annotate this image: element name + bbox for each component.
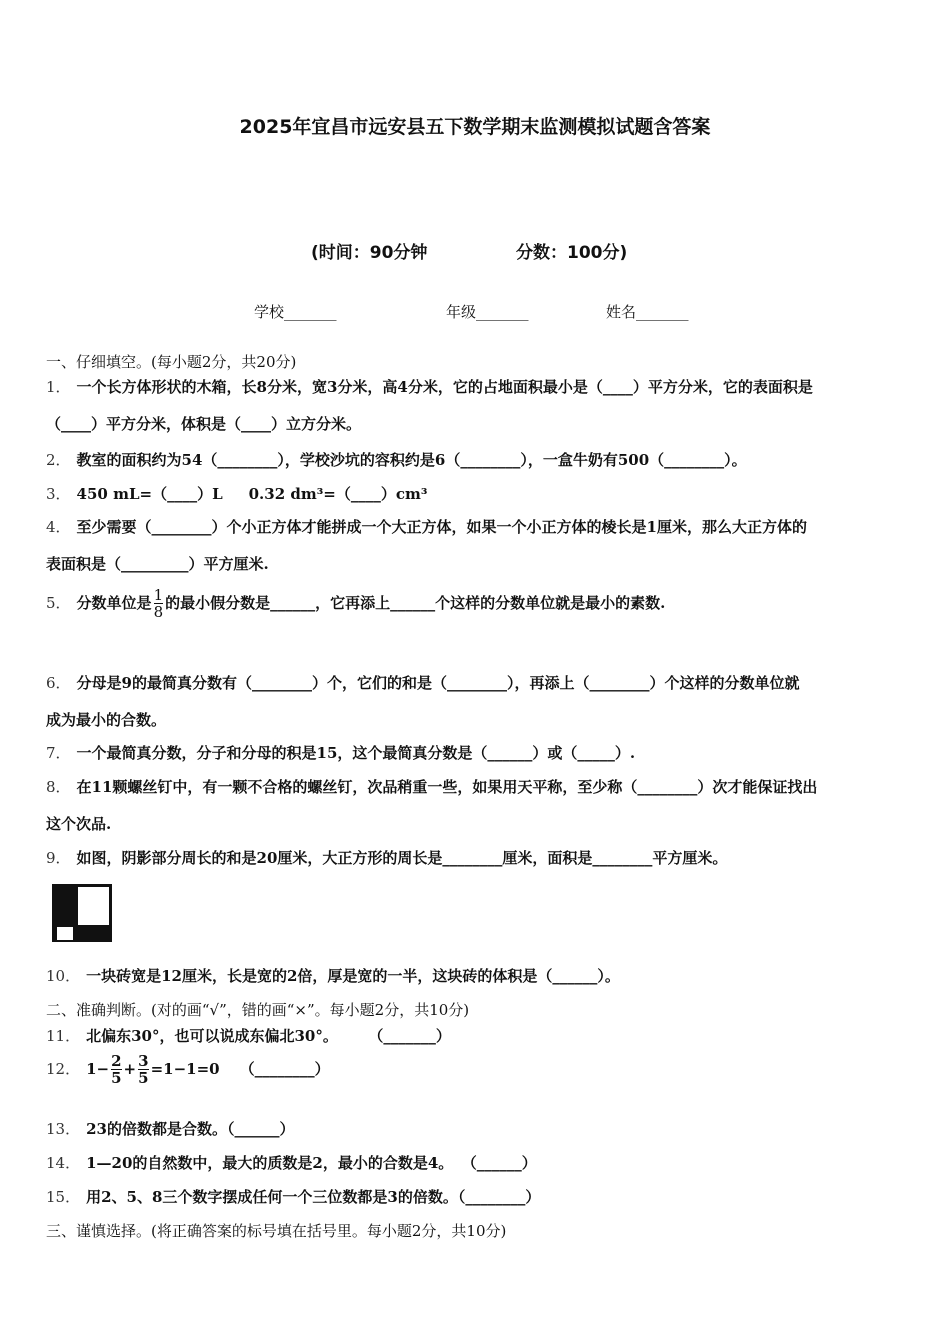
question-number: 3． (46, 485, 71, 503)
question-text: 北偏东30°，也可以说成东偏北30°。 (86, 1027, 338, 1045)
question-3 (46, 483, 427, 504)
fraction-denominator: 8 (153, 603, 164, 621)
plus-sign: + (123, 1060, 137, 1078)
fraction-denominator: 5 (138, 1069, 149, 1087)
section-3-heading: 三、谨慎选择。(将正确答案的标号填在括号里。每小题2分，共10分) (46, 1222, 507, 1240)
question-13 (46, 1118, 294, 1139)
question-number: 7． (46, 744, 71, 762)
question-text: 23的倍数都是合数。（______） (86, 1120, 295, 1138)
question-number: 6． (46, 674, 71, 692)
question-number: 4． (46, 518, 71, 536)
question-text-pre: 分数单位是 (76, 594, 152, 612)
question-text: 一个长方体形状的木箱，长8分米，宽3分米，高4分米，它的占地面积最小是（____）平方分米，它的表面积是 (76, 378, 813, 396)
question-1 (46, 376, 813, 397)
question-7 (46, 742, 635, 763)
question-number: 2． (46, 451, 71, 469)
question-8 (46, 776, 817, 797)
divider-line (75, 887, 78, 925)
question-4 (46, 516, 807, 537)
expr-pre: 1− (86, 1060, 110, 1078)
question-number: 9． (46, 849, 71, 867)
question-text: 成为最小的合数。 (46, 711, 167, 729)
question-number: 12． (46, 1060, 81, 1078)
section-1-heading: 一、仔细填空。(每小题2分，共20分) (46, 353, 297, 371)
question-8-cont (46, 813, 111, 834)
unshaded-corner (57, 927, 73, 940)
question-text: 在11颗螺丝钉中，有一颗不合格的螺丝钉，次品稍重一些，如果用天平称，至少称（________）次才能保证找出 (76, 778, 818, 796)
fraction-numerator: 2 (111, 1052, 122, 1070)
fraction-numerator: 3 (138, 1052, 149, 1070)
question-6 (46, 672, 800, 693)
question-6-cont (46, 709, 166, 730)
page-title: 2025年宜昌市远安县五下数学期末监测模拟试题含答案 (239, 116, 711, 138)
question-number: 11． (46, 1027, 81, 1045)
question-text: 一块砖宽是12厘米，长是宽的2倍，厚是宽的一半，这块砖的体积是（______）。 (86, 967, 620, 985)
square-figure (52, 884, 112, 942)
question-number: 5． (46, 594, 71, 612)
question-number: 1． (46, 378, 71, 396)
question-text-b: 0.32 dm³=（____）cm³ (248, 485, 428, 503)
question-number: 8． (46, 778, 71, 796)
fraction-numerator: 1 (153, 586, 164, 604)
question-15 (46, 1186, 540, 1207)
question-9 (46, 847, 727, 868)
exam-score: 分数：100分) (516, 243, 628, 263)
expr-post: =1−1=0 (150, 1060, 220, 1078)
question-1-cont (46, 413, 361, 434)
question-text-a: 450 mL=（____）L (76, 485, 223, 503)
question-text: 分母是9的最简真分数有（________）个，它们的和是（________），再添上（________）个这样的分数单位就 (76, 674, 800, 692)
section-2-heading: 二、准确判断。(对的画“√”，错的画“×”。每小题2分，共10分) (46, 1001, 470, 1019)
question-text: 至少需要（________）个小正方体才能拼成一个大正方体，如果一个小正方体的棱长是1厘米，那么大正方体的 (76, 518, 807, 536)
question-text: 1—20的自然数中，最大的质数是2，最小的合数是4。 (86, 1154, 454, 1172)
question-5 (46, 588, 665, 620)
fraction-three-fifths (138, 1054, 148, 1086)
answer-blank: （______） (469, 1154, 537, 1172)
question-text: 用2、5、8三个数字摆成任何一个三位数都是3的倍数。（________） (86, 1188, 541, 1206)
answer-blank: （_______） (375, 1027, 451, 1045)
question-number: 15． (46, 1188, 81, 1206)
question-text: 表面积是（_________）平方厘米. (46, 555, 269, 573)
question-4-cont (46, 553, 269, 574)
grade-field: 年级_______ (446, 303, 529, 321)
question-text: （____）平方分米，体积是（____）立方分米。 (46, 415, 362, 433)
question-text: 这个次品. (46, 815, 112, 833)
fraction-one-eighth (154, 588, 164, 620)
question-text: 一个最简真分数，分子和分母的积是15，这个最简真分数是（______）或（_____）. (76, 744, 636, 762)
fraction-two-fifths (111, 1054, 121, 1086)
question-2 (46, 449, 747, 470)
answer-blank: （________） (239, 1060, 330, 1078)
question-12 (46, 1054, 330, 1086)
question-11 (46, 1025, 451, 1046)
exam-time: (时间：90分钟 (311, 243, 428, 263)
school-field: 学校_______ (254, 303, 337, 321)
name-field: 姓名_______ (606, 303, 689, 321)
question-number: 10． (46, 967, 81, 985)
question-14 (46, 1152, 537, 1173)
question-text: 教室的面积约为54（________），学校沙坑的容积约是6（________），一盒牛奶有500（________）。 (76, 451, 747, 469)
question-number: 13． (46, 1120, 81, 1138)
question-10 (46, 965, 620, 986)
question-text: 如图，阴影部分周长的和是20厘米，大正方形的周长是________厘米，面积是________平方厘米。 (76, 849, 728, 867)
fraction-denominator: 5 (111, 1069, 122, 1087)
question-text-post: 的最小假分数是______，它再添上______个这样的分数单位就是最小的素数. (165, 594, 666, 612)
question-number: 14． (46, 1154, 81, 1172)
